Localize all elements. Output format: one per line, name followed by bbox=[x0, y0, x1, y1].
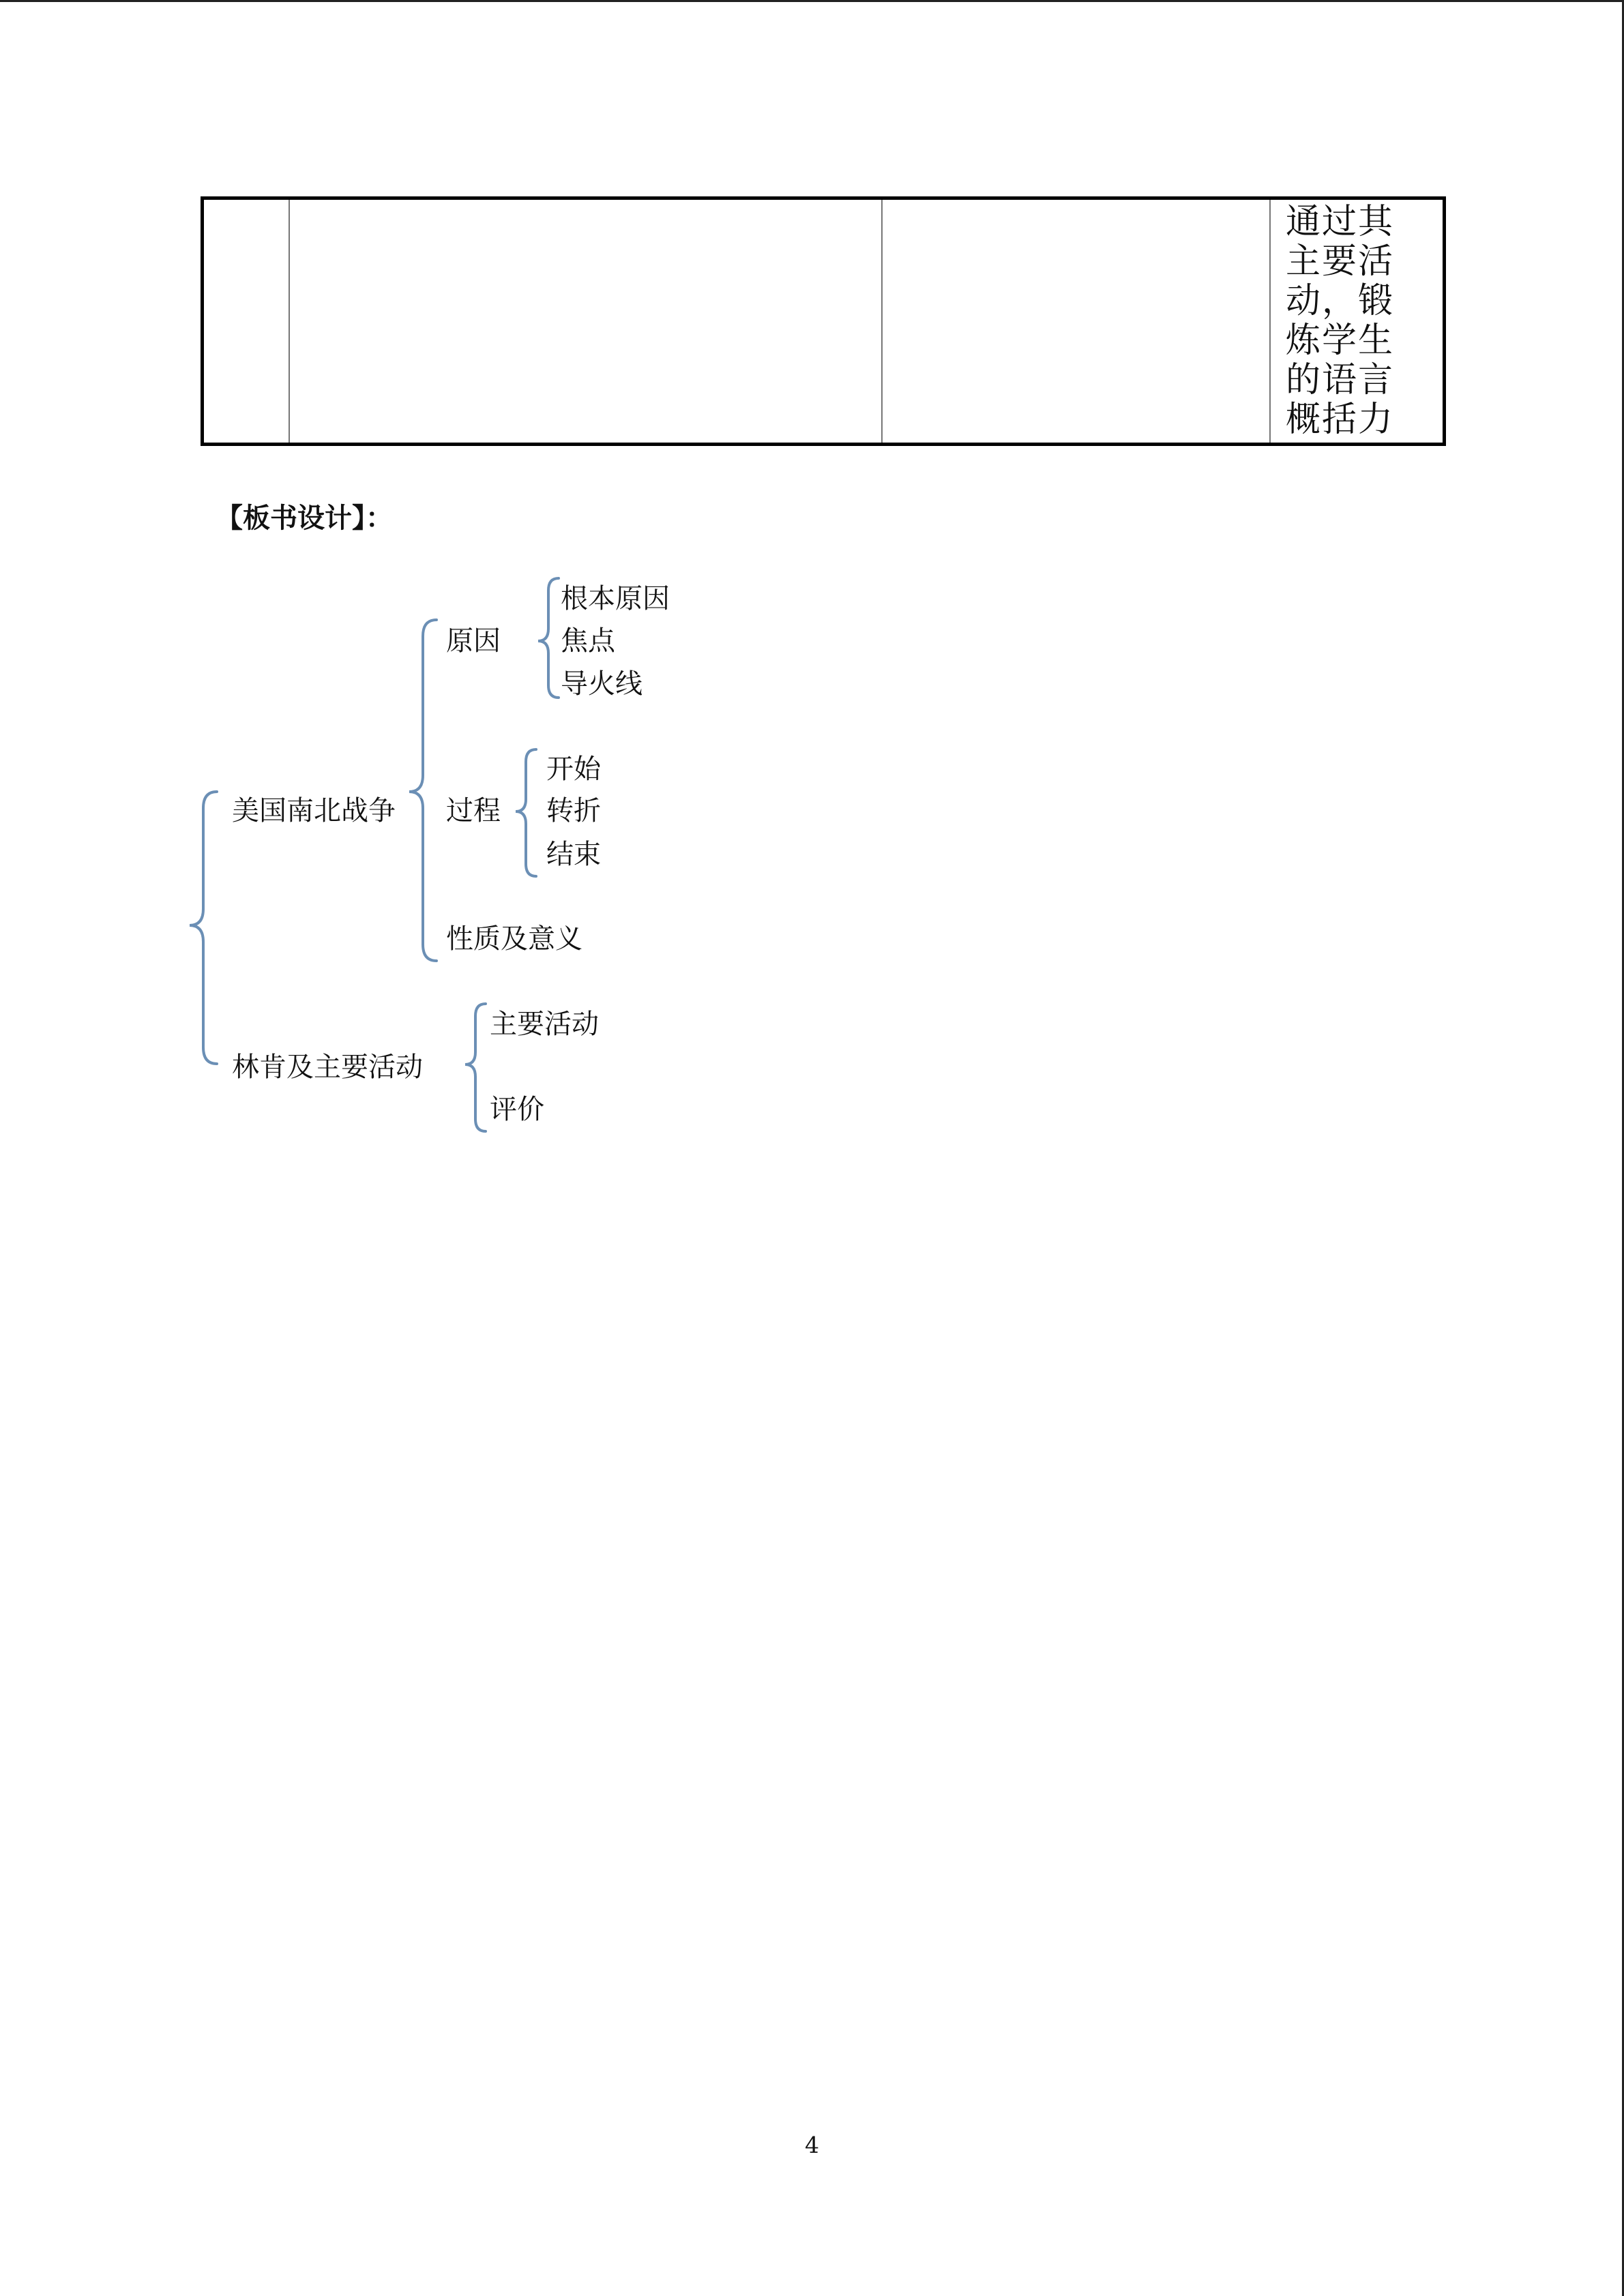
lincoln-label: 林肯及主要活动 bbox=[232, 1052, 423, 1083]
cause-brace bbox=[538, 578, 559, 698]
cell-text-line: 通过其 bbox=[1286, 202, 1395, 242]
war-brace bbox=[409, 620, 437, 961]
cell-text-line: 动，锻 bbox=[1286, 281, 1395, 321]
root-brace bbox=[190, 792, 217, 1064]
cause-label: 原因 bbox=[446, 625, 501, 657]
cell-text-line: 概括力 bbox=[1286, 400, 1395, 440]
lincoln-brace bbox=[465, 1004, 486, 1131]
process-item: 结束 bbox=[546, 839, 601, 870]
process-item: 转折 bbox=[546, 795, 601, 826]
lincoln-item: 评价 bbox=[490, 1094, 544, 1125]
cell-text-line: 的语言 bbox=[1286, 360, 1395, 400]
lincoln-item: 主要活动 bbox=[490, 1009, 599, 1040]
board-design-heading: 【板书设计】： bbox=[216, 502, 393, 534]
nature-label: 性质及意义 bbox=[446, 923, 582, 955]
war-label: 美国南北战争 bbox=[232, 795, 396, 826]
process-label: 过程 bbox=[446, 795, 501, 826]
cell-text-line: 炼学生 bbox=[1286, 320, 1395, 361]
cause-item: 根本原因 bbox=[561, 583, 670, 614]
page-number: 4 bbox=[805, 2132, 819, 2158]
process-item: 开始 bbox=[546, 754, 601, 785]
cause-item: 导火线 bbox=[561, 668, 643, 700]
cell-text-line: 主要活 bbox=[1286, 241, 1395, 282]
cause-item: 焦点 bbox=[561, 625, 615, 657]
process-brace bbox=[516, 749, 536, 876]
